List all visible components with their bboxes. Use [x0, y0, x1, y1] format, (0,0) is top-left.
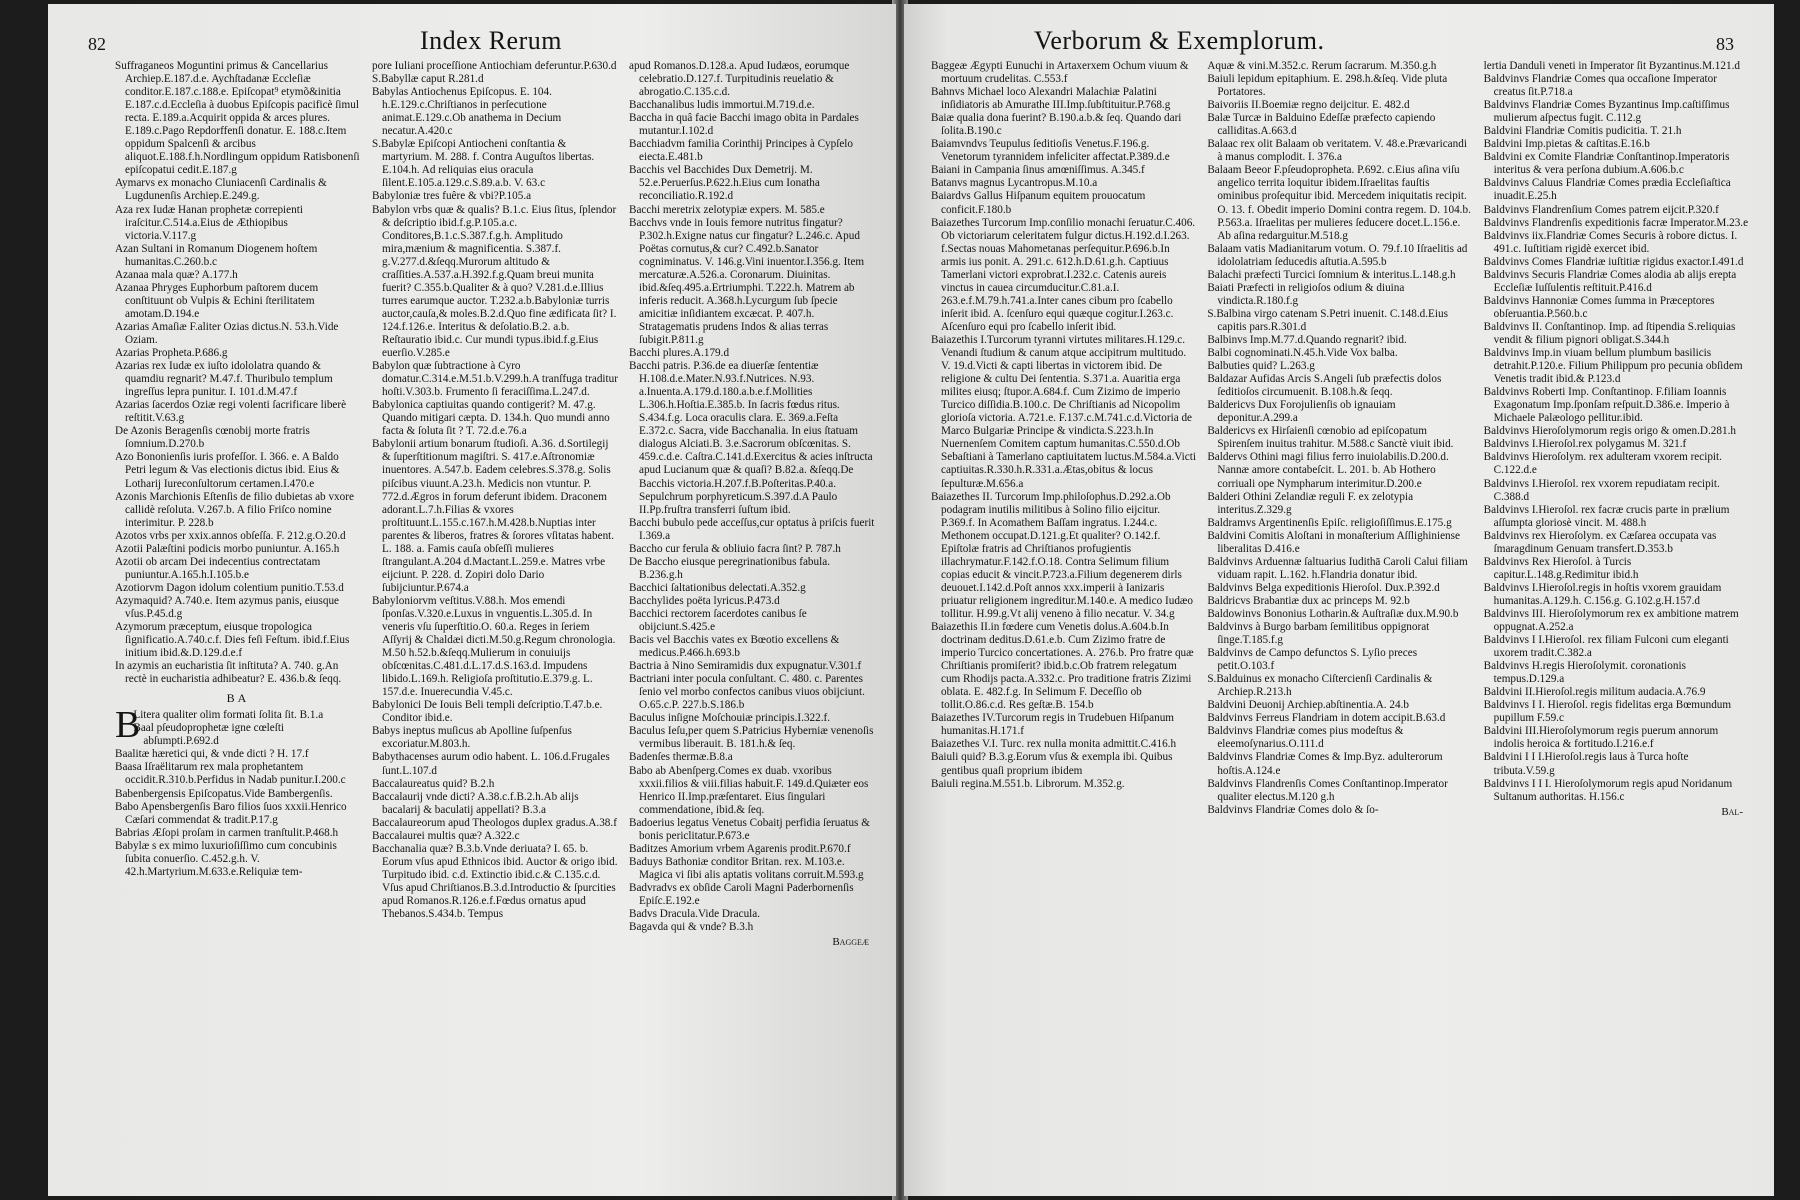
index-entry: Baldvinvs I I I. Hieroſolymorum regis apud Noridanum Sultanum authoritas. H.156.c	[1483, 777, 1733, 803]
index-entry: Azarias Propheta.P.686.g	[115, 347, 228, 360]
left-page	[48, 4, 896, 1196]
index-entry: Bacchvs vnde in Iouis femore nutritus fingatur? P.302.h.Exigne natus cur fingatur? L.246.c. Apud Poëtas cornutus,& cur? C.492.b.Sanator cogniminatus. V. 146.g.Vini inuentor.I.356.g. Item mercaturæ.A.526.a. Coronarum. Diuinitas. ibid.&ſeq.495.a.Ertriumphi. T.222.h. Matrem ab inferis reducit. A.368.h.Lycurgum ſub ſpecie amicitiæ inſidiantem excæcat. P. 407.h. Stratagematis prudens Indos & alias terras ſubigit.P.811.g	[629, 216, 865, 346]
index-entry: Azymaquid? A.740.e. Item azymus panis, eiusque vſus.P.45.d.g	[115, 594, 340, 620]
right-column-1	[926, 60, 1201, 818]
index-entry: Baiæ qualia dona fuerint? B.190.a.b.& ſeq. Quando dari ſolita.B.190.c	[931, 112, 1182, 138]
index-entry: Baldvinvs rex Hieroſolym. ex Cæſarea occupata vas ſmaragdinum Genuam transfert.D.353.b	[1483, 529, 1717, 555]
index-entry: Bacchi plures.A.179.d	[629, 347, 730, 360]
index-entry: Baiazethis I.Turcorum tyranni virtutes militares.H.129.c. Venandi ſtudium & canum atque accipitrum multitudo. V. 19.d.Victi & capti libertas in victorem ibid. De religione & cultu Dei ſententia. S.371.a. Auaritia erga milites eiusq; ſtupor.A.684.f. Cum Zizimo de imperio Turcico diſſidia.B.100.c. De Chriſtianis ad Nicopolim glorioſa victoria. A.721.e. F.137.c.M.741.c.d.Victoria de Marco Bulgariæ Principe & vindicta.S.223.h.In Nuernenſem Comitem captum humanitas.C.550.d.Ob Sebaſtiani à Tamerlano captiuitatem luctus.M.584.a.Victi captiuitas.R.330.h.R.331.a.Ætas,obitus & locus ſepulturæ.M.656.a	[931, 333, 1196, 490]
index-entry: Bacchanalibus ludis immortui.M.719.d.e.	[629, 99, 815, 112]
index-entry: Balaac rex olit Balaam ob veritatem. V. 48.e.Prævaricandi à manus complodit. I. 376.a	[1207, 138, 1467, 164]
index-entry: Baldazar Aufidas Arcis S.Angeli ſub præfectis dolos ſeditioſos circumuenit. B.108.h.& ſeqq.	[1207, 373, 1442, 399]
index-entry: Baiuli regina.M.551.b. Librorum. M.352.g.	[931, 777, 1125, 790]
index-entry: Azarias Amaſiæ F.aliter Ozias dictus.N. 53.h.Vide Oziam.	[115, 320, 339, 346]
index-entry: Baldvinvs Flandriæ Comes Byzantinus Imp.caſtiſſimus mulierum aſpectus fugit. C.112.g	[1483, 99, 1730, 125]
index-entry: Badenſes thermæ.B.8.a	[629, 751, 733, 764]
index-entry: Baldowinvs Bononius Lotharin.& Auſtraſiæ dux.M.90.b	[1207, 607, 1459, 620]
index-entry: Aquæ & vini.M.352.c. Rerum ſacrarum. M.350.g.h	[1207, 60, 1437, 72]
index-entry: Baldvinvs Ferreus Flandriam in dotem accipit.B.63.d	[1207, 712, 1446, 725]
index-entry: Bactria à Nino Semiramidis dux expugnatur.V.301.f	[629, 660, 862, 673]
index-entry: Balbinvs Imp.M.77.d.Quando regnarit? ibid.	[1207, 333, 1407, 346]
right-page	[904, 4, 1774, 1196]
right-page-number: 83	[1716, 34, 1734, 54]
index-entry: Bactriani inter pocula conſultant. C. 480. c. Parentes ſenio vel morbo confectos canibus viuos obijciunt. O.65.c.P. 227.b.S.186.b	[629, 673, 865, 712]
index-entry: Baldvini Imp.pietas & caſtitas.E.16.b	[1483, 138, 1650, 151]
right-running-header: Verborum & Exemplorum.	[1034, 26, 1325, 55]
index-entry: Balaam vatis Madianitarum votum. O. 79.f.10 Iſraelitis ad idololatriam ſeducedis aſtutia.A.595.b	[1207, 242, 1468, 268]
index-entry: Baldvinvs de Campo defunctos S. Lyſio preces petit.O.103.f	[1207, 647, 1418, 673]
index-entry: S.Babylæ Epiſcopi Antiocheni conſtantia & martyrium. M. 288. f. Contra Auguſtos libertas. E.104.h. Ad reliquias eius oracula ſilent.E.105.a.129.c.S.89.a.b. V. 63.c	[372, 138, 595, 190]
index-entry: Balæ Turcæ in Balduino Edeſſæ præfecto capiendo calliditas.A.663.d	[1207, 112, 1436, 138]
index-entry: Baldvinvs Securis Flandriæ Comes alodia ab alijs erepta Eccleſiæ Iuſſulentis reſtituit.P.416.d	[1483, 268, 1737, 294]
index-entry: Baldvinvs iix.Flandriæ Comes Securis à robore dictus. I. 491.c. Iuſtitiam rigidè exercet ibid.	[1483, 229, 1738, 255]
index-entry: Baldvinvs I I.Hieroſol. rex filiam Fulconi cum eleganti uxorem tradit.C.382.a	[1483, 634, 1729, 660]
index-entry: Baccalaureorum apud Theologos duplex gradus.A.38.f	[372, 816, 617, 829]
index-entry: Baldvinvs Comes Flandriæ iuſtitiæ rigidus exactor.I.491.d	[1483, 255, 1744, 268]
index-entry: Litera qualiter olim formati ſolita ſit. B.1.a	[133, 709, 324, 722]
index-entry: Babo ab Abenſperg.Comes ex duab. vxoribus xxxii.filios & viii.filias habuit.F. 149.d.Quiæter eos Henrico II.Imp.præſentaret. Eius ſingulari commendatione, ibid.& ſeq.	[629, 764, 869, 816]
index-entry: Babys ineptus muſicus ab Apolline ſuſpenſus excoriatur.M.803.h.	[372, 725, 572, 751]
index-entry: Baculus inſigne Moſchouiæ principis.I.322.f.	[629, 712, 831, 725]
index-entry: Bagavda qui & vnde? B.3.h	[629, 921, 754, 934]
index-entry: Baldvini ex Comite Flandriæ Conſtantinop.Imperatoris interitus & vera perſona dubium.A.606.b.c	[1483, 151, 1730, 177]
index-entry: Baldvini III.Hieroſolymorum regis puerum annorum indolis heroica & fortitudo.I.216.e.f	[1483, 725, 1719, 751]
index-entry: Baldvinvs Flandrenſis Comes Conſtantinop.Imperator qualiter electus.M.120 g.h	[1207, 777, 1448, 803]
index-entry: Bacchylides poëta lyricus.P.473.d	[629, 594, 780, 607]
index-entry: Batanvs magnus Lycantropus.M.10.a	[931, 177, 1098, 190]
section-heading: BA	[226, 691, 250, 706]
index-entry: Baldvinvs Flandriæ Comes qua occaſione Imperator creatus ſit.P.718.a	[1483, 73, 1717, 99]
index-entry: Babrias Æſopi proſam in carmen tranſtulit.P.468.h	[115, 826, 339, 839]
index-entry: Bacchiadvm familia Corinthij Principes à Cypſelo eiecta.E.481.b	[629, 138, 854, 164]
index-entry: S.Balduinus ex monacho Ciſtercienſi Cardinalis & Archiep.R.213.h	[1207, 673, 1433, 699]
index-entry: Baiani in Campania ſinus amœniſſimus. A.345.f	[931, 164, 1145, 177]
catchword: Bal-	[1721, 805, 1743, 818]
index-entry: Baldvinvs I.Hieroſol.regis in hoſtis vxorem grauidam humanitas.A.129.h. C.156.g. G.102.g.H.157.d	[1483, 581, 1722, 607]
index-entry: Baldericvs ex Hirſaienſi cœnobio ad epiſcopatum Spirenſem inuitus trahitur. M.588.c Sanctè viuit ibid.	[1207, 425, 1454, 451]
right-columns	[926, 60, 1754, 818]
index-entry: Azarias rex Iudæ ex iuſto idololatra quando & quamdiu regnarit? M.47.f. Thuribulo templum ingreſſus lepra punitur. I. 101.d.M.47.f	[115, 360, 333, 399]
index-entry: Baccho cur ferula & obliuio facra ſint? P. 787.h	[629, 542, 841, 555]
index-entry: Bacchici rectorem ſacerdotes canibus ſe obijciunt.S.425.e	[629, 607, 807, 634]
right-column-2	[1201, 60, 1477, 818]
index-entry: Bacchi bubulo pede acceſſus,cur optatus à priſcis fuerit I.369.a	[629, 516, 875, 542]
index-entry: S.Babyllæ caput R.281.d	[372, 73, 484, 86]
index-entry: Baldricvs Brabantiæ dux ac princeps M. 92.b	[1207, 594, 1410, 607]
index-entry: Aza rex Iudæ Hanan prophetæ correpienti iraſcitur.C.514.a.Eius de Æthiopibus victoria.V.117.g	[115, 203, 303, 242]
index-entry: Baldvini II.Hieroſol.regis militum audacia.A.76.9	[1483, 686, 1706, 699]
index-entry: Suffraganeos Moguntini primus & Cancellarius Archiep.E.187.d.e. Aychſtadanæ Eccleſiæ conditor.E.187.c.188.e. Epiſcopat⁹ etymõ&initia E.187.c.d.Eccleſia à duobus Epiſcopis pacificè ſimul recta. E.189.a.Acquirit oppida & arces plures. E.189.c.Pago Repdorffenſi donatur. E. 188.c.Item oppidum Spalcenſi & arcibus aliquot.E.188.f.h.Nordlingum oppidum Ratisbonenſi epiſcopatui cedit.E.187.g	[115, 60, 360, 177]
drop-cap-letter: B	[115, 704, 141, 747]
index-entry: In azymis an eucharistia ſit inſtituta? A. 740. g.An rectè in eucharistia adhibeatur? E. 436.b.& ſeqq.	[115, 660, 342, 686]
index-entry: Baiuli lepidum epitaphium. E. 298.h.&ſeq. Vide pluta Portatores.	[1207, 73, 1448, 99]
index-entry: Babylon vrbs quæ & qualis? B.1.c. Eius ſitus, ſplendor & deſcriptio ibid.f.g.P.105.a.c. Conditores,B.1.c.S.387.f.g.h. Amplitudo mira,mænium & magnificentia. S.387.f. g.V.277.d.&ſeqq.Murorum altitudo & craſſities.A.537.a.H.392.f.g.Quam breui munita fuerit? C.355.b.Qualiter & à quo? V.281.d.e.Illius turres earumque auctor. T.232.a.b.Babyloniæ turris auctor,cauſa,& moles.B.2.d.Quo fine ædificata ſit? I. 124.f.126.e. Interitus & deſolatio.B.2. a.b. Reſtauratio ibid.c. Cur mundi typus.ibid.f.g.Eius euerſio.V.285.e	[372, 203, 617, 360]
index-entry: Badvradvs ex obſide Caroli Magni Paderbornenſis Epiſc.E.192.e	[629, 881, 854, 907]
index-entry: Badvs Dracula.Vide Dracula.	[629, 908, 761, 921]
index-entry: Baivoriis II.Boemiæ regno deijcitur. E. 482.d	[1207, 99, 1410, 112]
index-entry: Baldvinvs Roberti Imp. Conſtantinop. F.filiam Ioannis Exagonatum Imp.ſponſam reſpuit.D.386.e. Imperio à Michaele Palæologo pellitur.ibid.	[1483, 386, 1730, 425]
left-column-2	[366, 60, 623, 948]
left-column-3	[623, 60, 880, 948]
index-entry: Baiazethis II.in fœdere cum Venetis dolus.A.604.b.In doctrinam deditus.D.61.e.b. Cum Zizimo fratre de imperio Turcico concertationes. A. 276.b. Pro fratre quæ Chriſtianis promiſerit? ibid.b.c.Ob fratrem relegatum cum Rhodijs pacta.A.332.c. Pro traditione fratris Zizimi oblata. E. 482.f.g. In Selimum F. Deceſſio ob tollit.O.86.c.d. Res geſtæ.B. 154.b	[931, 621, 1194, 712]
index-entry: Bacchi patris. P.36.de ea diuerſæ ſententiæ H.108.d.e.Mater.N.93.f.Nutrices. N.93. a.Inuenta.A.179.d.180.a.b.e.f.Mollities L.306.h.Hoſtia.E.385.b. In ſacris fœdus ritus. S.434.f.g. Loca oraculis clara. E. 369.a.Feſta E.372.c. Sacra, vide Bacchanalia. In eius ſtatuam dialogus Alciati.B. 3.e.Sacrorum obſcœnitas. S. 459.c.d.e. Caſtra.C.141.d.Exercitus & acies inſtructa apud Lucianum quæ & quaſi? B.82.a. &ſeqq.De Bacchis victoria.H.207.f.B.Poſteritas.P.40.a. Sepulchrum porphyreticum.S.397.d.A Paulo II.Pp.fruſtra transferri ſuſtum ibid.	[629, 360, 873, 516]
index-entry: Babyloniorvm veſtitus.V.88.h. Mos emendi ſponſas.V.320.e.Luxus in vnguentis.L.305.d. In veneris vſu ſuperſtitio.O. 60.a. Reges in ſeriem Aſſyrij & Chaldæi dicti.M.50.g.Regum chronologia. M.50 h.52.b.&ſeqq.Mulierum in conuiuijs obſcœnitas.C.481.d.L.17.d.S.163.d. Impudens libido.L.169.h. Religioſa proſtitutio.E.379.g. L. 157.d.e. Inuerecundia V.45.c.	[372, 594, 616, 699]
index-entry: Baccha in quâ facie Bacchi imago obita in Pardales mutantur.I.102.d	[629, 112, 859, 138]
index-entry: Baldvinvs Flandriæ Comes & Imp.Byz. adulterorum hoſtis.A.124.e	[1207, 751, 1443, 777]
index-entry: Baldvinvs I.Hieroſol. rex facræ crucis parte in prælium aſſumpta gloriosè vincit. M. 488.h	[1483, 503, 1730, 529]
index-entry: Baldvinvs III. Hieroſolymorum rex ex ambitione matrem oppugnat.A.252.a	[1483, 607, 1739, 634]
index-entry: Bacchanalia quæ? B.3.b.Vnde deriuata? I. 65. b. Eorum vſus apud Ethnicos ibid. Auctor & origo ibid. Turpitudo ibid. c.d. Extinctio ibid.c.& C.135.c.d. Vſus apud Chriſtianos.B.3.d.Introductio & ſpurcities apud Romanos.R.126.e.f.Fœdus ornatus apud Thebanos.S.434.b. Tempus	[372, 842, 618, 921]
index-entry: Azanaa mala quæ? A.177.h	[115, 268, 238, 281]
catchword: Baggeæ	[832, 936, 869, 949]
index-entry: De Azonis Beragenſis cœnobij morte fratris ſomnium.D.270.b	[115, 425, 310, 451]
index-entry: Baldericvs Dux Forojulienſis ob ignauiam deponitur.A.299.a	[1207, 399, 1396, 425]
index-entry: Baldvinvs Rex Hieroſol. à Turcis capitur.L.148.g.Redimitur ibid.h	[1483, 555, 1639, 581]
index-entry: Baldvinvs H.regis Hieroſolymit. coronationis tempus.D.129.a	[1483, 660, 1686, 686]
index-entry: Baiazethes II. Turcorum Imp.philoſophus.D.292.a.Ob podagram inutilis militibus à Solino filio eijcitur. P.369.f. In Acomathem Baſſam ingratus. I.244.c. Methonem occupat.D.121.g.Et qualiter? O.142.f. Epiſtolæ fratris ad Chriſtianos profugientis illachrymatur.F.142.f.O.18. Contra Selimum filium copias educit & vincit.P.723.a.Filium degenerem dirls deuouet.I.142.d.Poſt annos xxx.imperii à Ianizaris priuatur religionem ingreditur.M.140.e. A medico Iudæo tollitur. H.99.g.Vt alij veneno à filio necatur. V. 34.g	[931, 490, 1193, 620]
index-entry: Balbi cognominati.N.45.h.Vide Vox balba.	[1207, 347, 1398, 360]
index-entry: Babylas Antiochenus Epiſcopus. E. 104. h.E.129.c.Chriſtianos in perſecutione animat.E.129.c.Ob anathema in Decium necatur.A.420.c	[372, 86, 562, 138]
index-entry: S.Balbina virgo catenam S.Petri inuenit. C.148.d.Eius capitis pars.R.301.d	[1207, 307, 1448, 333]
index-entry: Baiazethes V.I. Turc. rex nulla monita admittit.C.416.h	[931, 738, 1177, 751]
left-columns	[110, 60, 880, 948]
index-entry: De Baccho eiusque peregrinationibus fabula. B.236.g.h	[629, 555, 830, 581]
index-entry: Baldvinvs Arduennæ ſaltuarius Iudithā Caroli Calui filiam viduam rapit. L.162. h.Flandria donatur ibid.	[1207, 555, 1468, 581]
index-entry: Azan Sultani in Romanum Diogenem hoſtem humanitas.C.260.b.c	[115, 242, 318, 268]
index-entry: Badoerius legatus Venetus Cobaitj perfidia ſeruatus & bonis periclitatur.P.673.e	[629, 816, 870, 842]
index-entry: Baiardvs Gallus Hiſpanum equitem prouocatum conficit.F.180.b	[931, 190, 1146, 216]
index-entry: Babylonici De Iouis Beli templi deſcriptio.T.47.b.e. Conditor ibid.e.	[372, 699, 603, 725]
index-entry: Baiazethes IV.Turcorum regis in Trudebuen Hiſpanum humanitas.H.171.f	[931, 712, 1174, 738]
index-entry: Baccalaurei multis quæ? A.322.c	[372, 829, 520, 842]
index-entry: Baldvini I I I.Hieroſol.regis laus à Turca hoſte tributa.V.59.g	[1483, 751, 1689, 777]
index-entry: Baldvinvs I I. Hieroſol. regis fidelitas erga Bœmundum pupillum F.59.c	[1483, 699, 1732, 725]
index-entry: Bacchis vel Bacchides Dux Demetrij. M. 52.e.Peruerſus.P.622.h.Eius cum Ionatha reconciliatio.R.192.d	[629, 164, 820, 203]
index-entry: Bacchici ſaltationibus delectati.A.352.g	[629, 581, 806, 594]
index-entry: Azonis Marchionis Eſtenſis de filio dubietas ab vxore callidè reſoluta. V.267.b. A filio Friſco nomine interimitur. P. 228.b	[115, 490, 354, 529]
index-entry: Babylon quæ ſubtractione à Cyro domatur.C.314.e.M.51.b.V.299.h.A tranſfuga traditur hoſti.V.303.b. Frumento ſi feraciſſima.L.247.d.	[372, 360, 618, 399]
index-entry: Babythacenses aurum odio habent. L. 106.d.Frugales ſunt.L.107.d	[372, 751, 610, 777]
index-entry: apud Romanos.D.128.a. Apud Iudæos, eorumque celebratio.D.127.f. Turpitudinis reuelatio & abrogatio.C.135.c.d.	[629, 60, 850, 99]
left-running-header: Index Rerum	[420, 26, 562, 55]
index-entry: Bahnvs Michael loco Alexandri Malachiæ Palatini inſidiatoris ab Amurathe III.Imp.ſubſtituitur.P.768.g	[931, 86, 1171, 112]
index-entry: Babylonica captiuitas quando contigerit? M. 47.g. Quando mitigari cæpta. D. 134.h. Quo mundi anno facta & ſoluta ſit ? T. 72.d.e.76.a	[372, 399, 610, 438]
index-entry: Babyloniæ tres fuêre & vbi?P.105.a	[372, 190, 532, 203]
index-entry: Baiamvndvs Teupulus ſeditioſis Venetus.F.196.g. Venetorum tyrannidem infeliciter affectat.P.389.d.e	[931, 138, 1170, 164]
index-entry: Baldvinvs I.Hieroſol.rex polygamus M. 321.f	[1483, 438, 1687, 451]
index-entry: Balbuties quid? L.263.g	[1207, 360, 1315, 373]
right-column-3	[1478, 60, 1754, 818]
index-entry: Baldvinvs Caluus Flandriæ Comes prædia Eccleſiaſtica inuadit.E.25.h	[1483, 177, 1731, 203]
index-entry: Azotii Palæſtini podicis morbo puniuntur. A.165.h	[115, 542, 340, 555]
index-entry: Baggeæ Ægypti Eunuchi in Artaxerxem Ochum viuum & mortuum crudelitas. C.553.f	[931, 60, 1189, 86]
index-entry: Baldvini Comitis Aloſtani in monaſterium Aſſlighiniense liberalitas D.416.e	[1207, 529, 1460, 555]
index-entry: Baal pſeudoprophetæ igne cœleſti abſumpti.P.692.d	[133, 722, 285, 748]
index-entry: Baldvinvs Flandrenſis expeditionis facræ Imperator.M.23.e	[1483, 216, 1749, 229]
index-entry: Baldvinvs Hannoniæ Comes ſumma in Præceptores obſeruantia.P.560.b.c	[1483, 294, 1715, 320]
index-entry: Baduys Bathoniæ conditor Britan. rex. M.103.e. Magica vi ſibi alis aptatis volitans corruit.M.593.g	[629, 855, 864, 881]
index-entry: Baiazethes Turcorum Imp.conſilio monachi ſeruatur.C.406. Ob victoriarum celeritatem fulgur dictus.H.192.d.I.263. f.Sectas nouas Mahometanas perſequitur.P.696.b.In armis ius ponit. A. 291.c. 612.h.D.61.g.h. Captiuus Tamerlani victori exprobrat.I.232.c. Catenis aureis vinctus in cauea circumducitur.C.81.a.I. 263.e.f.M.79.h.741.a.Inter canes cibum pro ſcabello inſerit ibid. A. ſcenſuro equi quæque cogitur.I.263.c. Aſcenſuro equi pro ſcabello inſerit ibid.	[931, 216, 1196, 333]
index-entry: pore Iuliani proceſſione Antiochiam deferuntur.P.630.d	[372, 60, 617, 72]
index-entry: Babo Apensbergenſis Baro filios ſuos xxxii.Henrico Cæſari commendat & tradit.P.17.g	[115, 800, 347, 826]
index-entry: Baldvini Deuonij Archiep.abſtinentia.A. 24.b	[1207, 699, 1409, 712]
index-entry: Baccalaurij vnde dicti? A.38.c.f.B.2.h.Ab alijs bacalarij & baculatij appellati? B.3.a	[372, 790, 579, 816]
index-entry: Balderi Othini Zelandiæ reguli F. ex zelotypia interitus.Z.329.g	[1207, 490, 1414, 516]
index-entry: Baldvinvs à Burgo barbam ſemilitibus oppignorat ſinge.T.185.f.g	[1207, 621, 1430, 647]
index-entry: Baldvinvs Flandriæ Comes dolo & ſo-	[1207, 803, 1379, 816]
index-entry: Azotos vrbs per xxix.annos obſeſſa. F. 212.g.O.20.d	[115, 529, 346, 542]
index-entry: Babenbergensis Epiſcopatus.Vide Bambergenſis.	[115, 787, 333, 800]
index-entry: lertia Danduli veneti in Imperator ſit Byzantinus.M.121.d	[1483, 60, 1740, 72]
index-entry: Baldvinvs Hieroſolym. rex adulteram vxorem recipit. C.122.d.e	[1483, 451, 1722, 477]
index-entry: Baculus Ieſu,per quem S.Patricius Hyberniæ venenoſis vermibus liberauit. B. 181.h.& ſeq.	[629, 725, 874, 751]
index-entry: Babylæ s ex mimo luxurioſiſſimo cum concubinis ſubita conuerſio. C.452.g.h. V. 42.h.Martyrium.M.633.e.Reliquiæ tem-	[115, 839, 337, 878]
index-entry: Azo Bononienſis iuris profeſſor. I. 366. e. A Baldo Petri legum & Vas electionis dictus ibid. Eius & Lotharij Iureconſultorum certamen.I.470.e	[115, 451, 340, 490]
index-entry: Balaam Beeor F.pſeudopropheta. P.692. c.Eius aſina viſu angelico territa loquitur ibidem.Iſraelitas fauſtis ominibus proſequitur ibid. Mercedem iniquitatis recipit. O. 13. f. Obedit imperio Domini contra regem. D. 104.b. P.563.a. Iſraelitas per mulieres ſeducere docet.L.156.e. Ab aſina redarguitur.M.518.g	[1207, 164, 1471, 242]
index-entry: Baldvinvs Flandriæ comes pius modeſtus & eleemoſynarius.O.111.d	[1207, 725, 1404, 751]
index-entry: Aymarvs ex monacho Cluniacenſi Cardinalis & Lugdunenſis Archiep.E.249.g.	[115, 177, 327, 203]
index-entry: Azarias ſacerdos Oziæ regi volenti ſacrificare liberè reſtitit.V.63.g	[115, 399, 347, 425]
index-entry: Baldvinvs Hieroſolymorum regis origo & omen.D.281.h	[1483, 425, 1736, 438]
index-entry: Baldervs Othini magi filius ferro inuiolabilis.D.200.d. Nannæ amore contabeſcit. L. 201. b. Ab Hothero corriuali ope Nympharum interimitur.D.200.e	[1207, 451, 1449, 490]
index-entry: Baldvinvs Imp.in viuam bellum plumbum basilicis detrahit.P.120.e. Filium Philippum pro pecunia obſidem Venetis tradit ibid.& P.123.d	[1483, 347, 1743, 386]
index-entry: Baccalaureatus quid? B.2.h	[372, 777, 495, 790]
index-entry: Baiuli quid? B.3.g.Eorum vſus & exempla ibi. Quibus gentibus quaſi proprium ibidem	[931, 751, 1173, 777]
index-entry: Azanaa Phryges Euphorbum paſtorem ducem conſtituunt ob Vulpis & Echini ſterilitatem amotam.D.194.e	[115, 281, 319, 320]
index-entry: Bacis vel Bacchis vates ex Bœotio excellens & medicus.P.466.h.693.b	[629, 634, 840, 660]
index-entry: Bacchi meretrix zelotypiæ expers. M. 585.e	[629, 203, 825, 216]
index-entry: Azotii ob arcam Dei indecentius contrectatam puniuntur.A.165.h.I.105.b.e	[115, 555, 321, 581]
index-entry: Baldramvs Argentinenſis Epiſc. religioſiſſimus.E.175.g	[1207, 516, 1452, 529]
index-entry: Babylonii artium bonarum ſtudioſi. A.36. d.Sortilegij & ſuperſtitionum magiſtri. S. 417.e.Aſtronomiæ inuentores. A.547.b. Eadem celebres.S.378.g. Solis piſcibus viuunt.A.23.h. Medicis non vtuntur. P. 772.d.Ægros in forum deferunt ibidem. Draconem adorant.L.7.h.Filias & vxores proſtituunt.L.155.c.167.h.M.428.b.Nuptias inter parentes & liberos, fratres & ſorores vſitatas habent. L. 188. a. Famis cauſa obſeſſi mulieres ſtrangulant.A.204 d.Mactant.L.259.e. Matres vrbe eijciunt. P. 228. d. Zopiri dolo Dario ſubijciuntur.P.674.a	[372, 438, 615, 594]
index-entry: Baditzes Amorium vrbem Agarenis prodit.P.670.f	[629, 842, 851, 855]
index-entry: Baalitæ hæretici qui, & vnde dicti ? H. 17.f	[115, 748, 309, 761]
index-entry: Balachi præfecti Turcici ſomnium & interitus.L.148.g.h	[1207, 268, 1456, 281]
index-entry: Azotiorvm Dagon idolum colentium punitio.T.53.d	[115, 581, 344, 594]
index-entry: Baldvini Flandriæ Comitis pudicitia. T. 21.h	[1483, 125, 1682, 138]
index-entry: Baldvinvs II. Conſtantinop. Imp. ad ſtipendia S.reliquias vendit & filium pignori obligat.S.344.h	[1483, 320, 1736, 346]
index-entry: Azymorum præceptum, eiusque tropologica ſignificatio.A.740.c.f. Dies feſi Feſtum. ibid.f.Eius initium ibid.&.D.129.d.e.f	[115, 621, 350, 660]
index-entry: Baiati Præfecti in religioſos odium & diuina vindicta.R.180.f.g	[1207, 281, 1405, 307]
index-entry: Baldvinvs Flandrenſium Comes patrem eijcit.P.320.f	[1483, 203, 1719, 216]
index-entry: Baasa Iſraëlitarum rex mala prophetantem occidit.R.310.b.Perfidus in Nadab punitur.I.200.c	[115, 761, 346, 787]
index-entry: Baldvinvs Belga expeditionis Hieroſol. Dux.P.392.d	[1207, 581, 1440, 594]
left-column-1	[110, 60, 366, 948]
left-page-number: 82	[88, 34, 106, 54]
index-entry: Baldvinvs I.Hieroſol. rex vxorem repudiatam recipit. C.388.d	[1483, 477, 1720, 503]
